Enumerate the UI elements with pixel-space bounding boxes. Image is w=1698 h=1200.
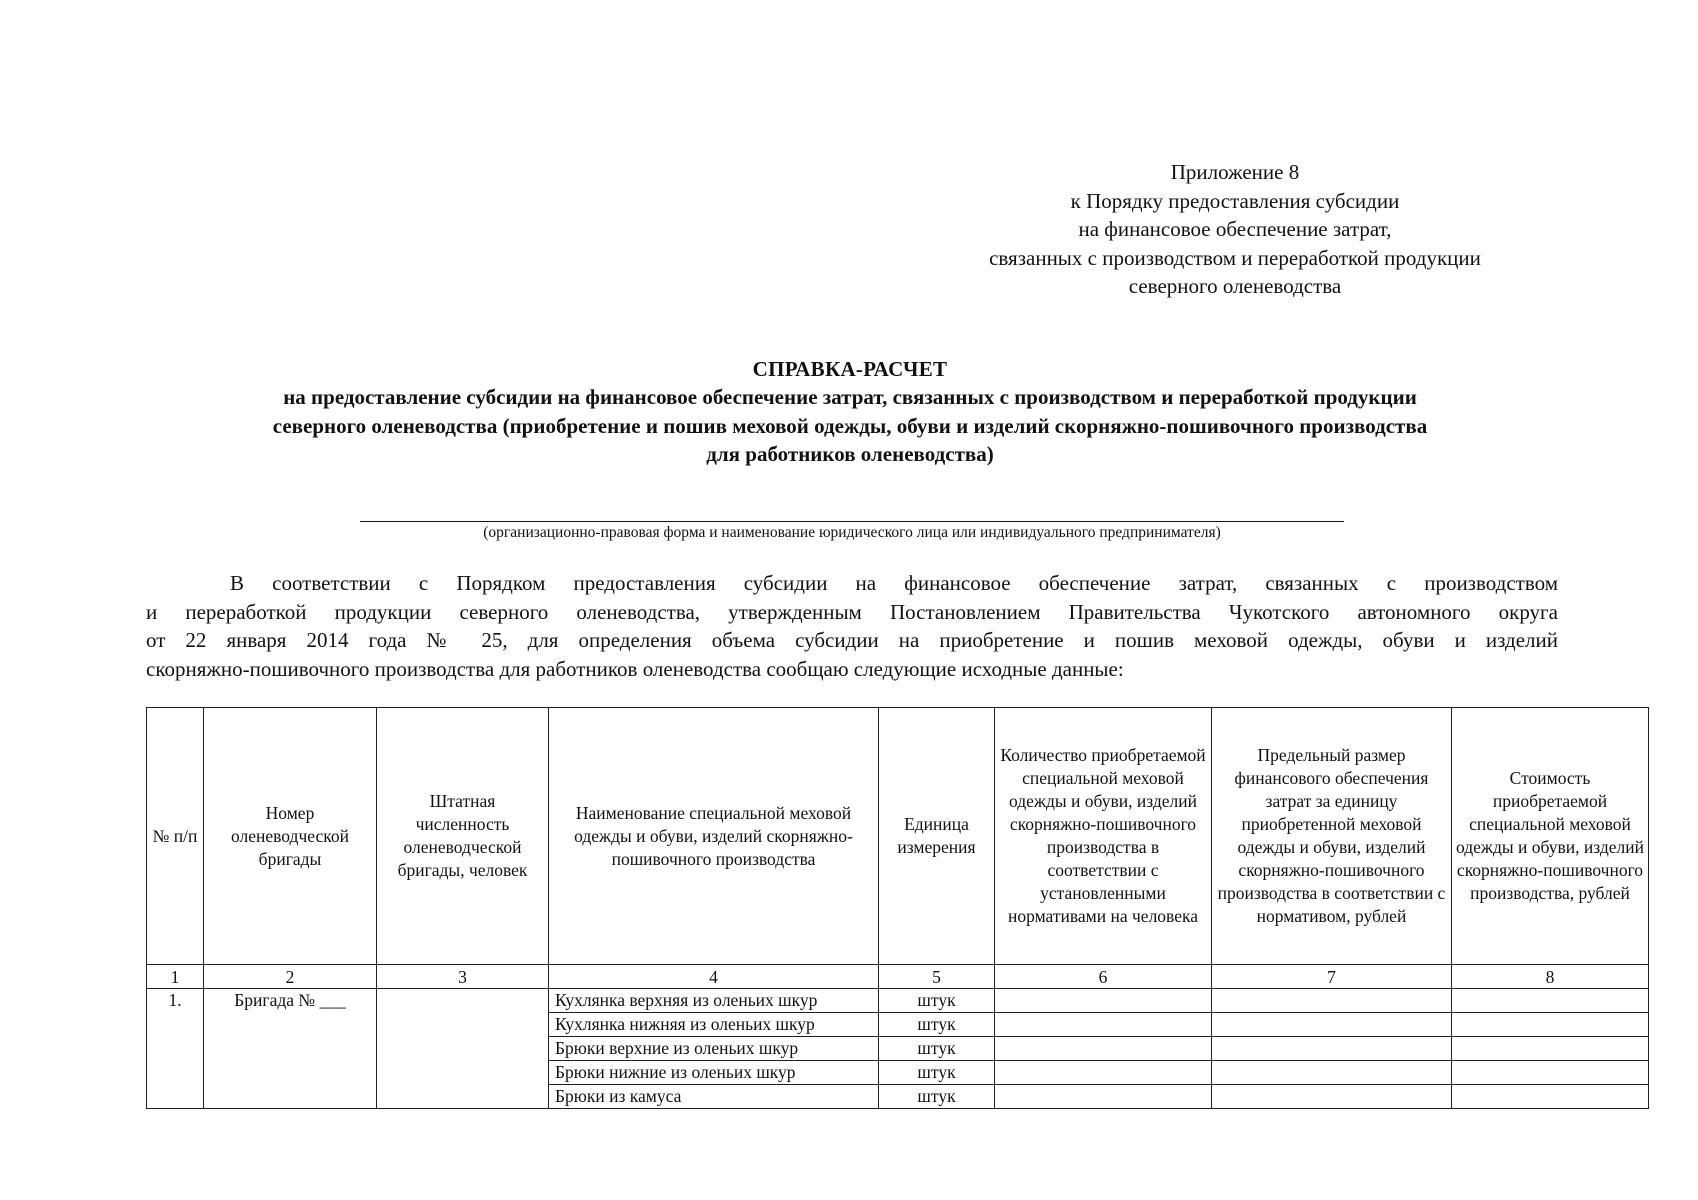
limit-cell[interactable]: [1212, 1085, 1452, 1109]
appendix-line: связанных с производством и переработкой продукции: [989, 245, 1481, 270]
intro-line: скорняжно-пошивочного производства для работников оленеводства сообщаю следующие исходные данные:: [146, 656, 1124, 681]
organization-field-caption: (организационно-правовая форма и наименование юридического лица или индивидуального предпринимателя): [483, 524, 1221, 541]
column-number: 1: [147, 965, 204, 989]
item-name-cell: Кухлянка нижняя из оленьих шкур: [549, 1013, 879, 1037]
header-cell-unit: Единица измерения: [879, 708, 995, 965]
column-number: 4: [549, 965, 879, 989]
subtitle-line: для работников оленеводства): [706, 442, 994, 466]
table-header-row: [147, 708, 1649, 965]
column-number: 7: [1212, 965, 1452, 989]
column-number: 5: [879, 965, 995, 989]
brigade-cell[interactable]: Бригада № ___: [204, 989, 377, 1109]
column-number: 3: [377, 965, 549, 989]
cost-cell[interactable]: [1452, 1085, 1649, 1109]
intro-line: от 22 января 2014 года № 25, для определения объема субсидии на приобретение и пошив меховой одежды, обуви и изделий: [146, 628, 1558, 652]
organization-name-field[interactable]: [360, 518, 1344, 522]
column-number-row: [147, 965, 1649, 989]
quantity-cell[interactable]: [995, 1061, 1212, 1085]
item-name-cell: Брюки из камуса: [549, 1085, 879, 1109]
header-cell-cost: Стоимость приобретаемой специальной меховой одежды и обуви, изделий скорняжно-пошивочного производства, рублей: [1452, 708, 1649, 965]
subtitle-line: на предоставление субсидии на финансовое обеспечение затрат, связанных с производством и переработкой продукции: [283, 385, 1417, 409]
cost-cell[interactable]: [1452, 1061, 1649, 1085]
limit-cell[interactable]: [1212, 989, 1452, 1013]
cost-cell[interactable]: [1452, 1013, 1649, 1037]
row-number-cell: 1.: [147, 989, 204, 1109]
unit-cell: штук: [879, 1013, 995, 1037]
item-name-cell: Кухлянка верхняя из оленьих шкур: [549, 989, 879, 1013]
item-name-cell: Брюки верхние из оленьих шкур: [549, 1037, 879, 1061]
unit-cell: штук: [879, 1061, 995, 1085]
quantity-cell[interactable]: [995, 1013, 1212, 1037]
appendix-line: Приложение 8: [1170, 160, 1300, 184]
header-cell-limit: Предельный размер финансового обеспечения затрат за единицу приобретенной меховой одежды и обуви, изделий скорняжно-пошивочного производства в соответствии с нормативом, рублей: [1212, 708, 1452, 965]
appendix-reference: [915, 158, 1555, 301]
limit-cell[interactable]: [1212, 1061, 1452, 1085]
appendix-line: на финансовое обеспечение затрат,: [1078, 217, 1392, 241]
cost-cell[interactable]: [1452, 1037, 1649, 1061]
limit-cell[interactable]: [1212, 1013, 1452, 1037]
intro-paragraph: [146, 569, 1558, 683]
appendix-line: к Порядку предоставления субсидии: [1070, 188, 1400, 213]
quantity-cell[interactable]: [995, 989, 1212, 1013]
header-cell-brigade: Номер оленеводческой бригады: [204, 708, 377, 965]
appendix-line: северного оленеводства: [1128, 274, 1342, 298]
column-number: 2: [204, 965, 377, 989]
calculation-table: [146, 707, 1649, 1109]
intro-line: и переработкой продукции северного оленеводства, утвержденным Постановлением Правительства Чукотского автономного округа: [146, 599, 1558, 624]
header-cell-staff: Штатная численность оленеводческой бригады, человек: [377, 708, 549, 965]
header-cell-quantity: Количество приобретаемой специальной меховой одежды и обуви, изделий скорняжно-пошивочного производства в соответствии с установленными нормативами на человека: [995, 708, 1212, 965]
limit-cell[interactable]: [1212, 1037, 1452, 1061]
header-cell-number: № п/п: [147, 708, 204, 965]
unit-cell: штук: [879, 1037, 995, 1061]
document-subtitle: [140, 383, 1560, 469]
subtitle-line: северного оленеводства (приобретение и пошив меховой одежды, обуви и изделий скорняжно-пошивочного производства: [272, 413, 1428, 438]
table-row: [147, 989, 1649, 1013]
column-number: 6: [995, 965, 1212, 989]
unit-cell: штук: [879, 989, 995, 1013]
unit-cell: штук: [879, 1085, 995, 1109]
item-name-cell: Брюки нижние из оленьих шкур: [549, 1061, 879, 1085]
column-number: 8: [1452, 965, 1649, 989]
quantity-cell[interactable]: [995, 1085, 1212, 1109]
intro-line: В соответствии с Порядком предоставления субсидии на финансовое обеспечение затрат, связанных с производством: [230, 571, 1558, 595]
document-heading: [140, 355, 1560, 469]
header-cell-item-name: Наименование специальной меховой одежды и обуви, изделий скорняжно-пошивочного производства: [549, 708, 879, 965]
quantity-cell[interactable]: [995, 1037, 1212, 1061]
staff-count-cell[interactable]: [377, 989, 549, 1109]
document-title: СПРАВКА-РАСЧЕТ: [752, 357, 948, 381]
cost-cell[interactable]: [1452, 989, 1649, 1013]
